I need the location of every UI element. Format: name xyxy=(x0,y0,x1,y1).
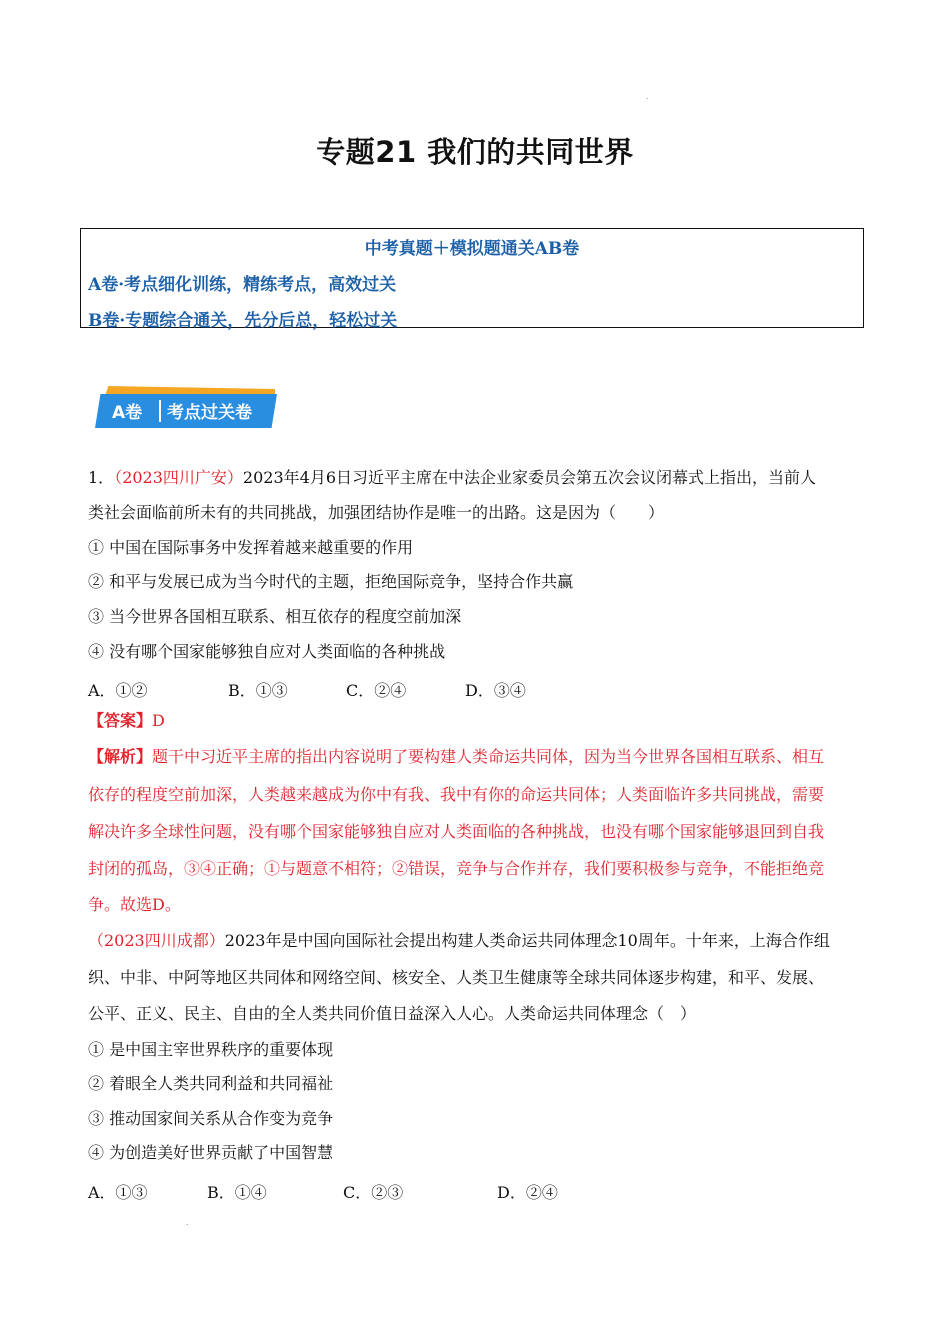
stray-mark-bottom: . xyxy=(186,1218,189,1227)
q1-option-a: A．①② xyxy=(88,681,148,700)
q1-answer-value: D xyxy=(152,711,165,730)
q1-item-4: ④ 没有哪个国家能够独自应对人类面临的各种挑战 xyxy=(88,642,446,661)
badge-part-a: A卷 xyxy=(112,403,143,423)
q1-option-d: D．③④ xyxy=(465,681,526,700)
q1-item-2: ② 和平与发展已成为当今时代的主题，拒绝国际竞争，坚持合作共赢 xyxy=(88,572,574,591)
q2-item-4: ④ 为创造美好世界贡献了中国智慧 xyxy=(88,1143,334,1162)
q1-analysis-line-5: 争。故选D。 xyxy=(88,895,181,914)
page-title: 专题21 我们的共同世界 xyxy=(316,135,634,169)
q1-item-3: ③ 当今世界各国相互联系、相互依存的程度空前加深 xyxy=(88,607,462,626)
badge-divider xyxy=(159,400,161,422)
q2-option-d: D．②④ xyxy=(497,1183,558,1202)
intro-box-line-a: A卷·考点细化训练，精练考点，高效过关 xyxy=(88,275,397,295)
q1-option-c: C．②④ xyxy=(346,681,407,700)
q1-analysis-text-1: 题干中习近平主席的指出内容说明了要构建人类命运共同体，因为当今世界各国相互联系、相互 xyxy=(152,747,825,766)
q2-source: （2023四川成都） xyxy=(88,931,225,950)
q1-analysis-line-4: 封闭的孤岛，③④正确；①与题意不相符；②错误，竞争与合作并存，我们要积极参与竞争，不能拒绝竞 xyxy=(88,859,825,878)
q2-option-a: A．①③ xyxy=(88,1183,148,1202)
intro-box-line-b: B卷·专题综合通关，先分后总，轻松过关 xyxy=(88,311,398,331)
q1-analysis-label: 【解析】 xyxy=(88,747,153,766)
q1-analysis-line-1 xyxy=(88,749,824,765)
stray-mark: . xyxy=(646,92,649,101)
q1-item-1: ① 中国在国际事务中发挥着越来越重要的作用 xyxy=(88,538,414,557)
q1-answer xyxy=(88,713,165,729)
q1-analysis-line-2: 依存的程度空前加深，人类越来越成为你中有我、我中有你的命运共同体；人类面临许多共同挑战，需要 xyxy=(88,785,825,804)
q2-item-2: ② 着眼全人类共同利益和共同福祉 xyxy=(88,1074,334,1093)
q2-stem-line-2: 织、中非、中阿等地区共同体和网络空间、核安全、人类卫生健康等全球共同体逐步构建，和平、发展、 xyxy=(88,968,825,987)
q1-number: 1． xyxy=(88,468,115,487)
q2-stem-line-3: 公平、正义、民主、自由的全人类共同价值日益深入人心。人类命运共同体理念（ ） xyxy=(88,1004,697,1023)
intro-box-heading: 中考真题＋模拟题通关AB卷 xyxy=(364,239,580,259)
q1-stem-line-1 xyxy=(88,470,816,486)
intro-box xyxy=(80,228,864,331)
q2-item-1: ① 是中国主宰世界秩序的重要体现 xyxy=(88,1040,334,1059)
q2-option-c: C．②③ xyxy=(343,1183,404,1202)
q2-stem-text-1: 2023年是中国向国际社会提出构建人类命运共同体理念10周年。十年来，上海合作组 xyxy=(224,931,830,950)
q1-analysis-line-3: 解决许多全球性问题，没有哪个国家能够独自应对人类面临的各种挑战，也没有哪个国家能够退回到自我 xyxy=(88,822,825,841)
q1-option-b: B．①③ xyxy=(228,681,288,700)
q1-stem-line-2: 类社会面临前所未有的共同挑战，加强团结协作是唯一的出路。这是因为（ ） xyxy=(88,503,665,522)
q2-option-b: B．①④ xyxy=(207,1183,267,1202)
q2-stem-line-1 xyxy=(88,933,830,949)
section-badge xyxy=(95,386,281,432)
q1-stem-text-1: 2023年4月6日习近平主席在中法企业家委员会第五次会议闭幕式上指出，当前人 xyxy=(242,468,817,487)
q1-source: （2023四川广安） xyxy=(114,468,243,487)
q2-item-3: ③ 推动国家间关系从合作变为竞争 xyxy=(88,1109,334,1128)
q1-answer-label: 【答案】 xyxy=(88,711,153,730)
badge-part-b: 考点过关卷 xyxy=(167,403,252,423)
